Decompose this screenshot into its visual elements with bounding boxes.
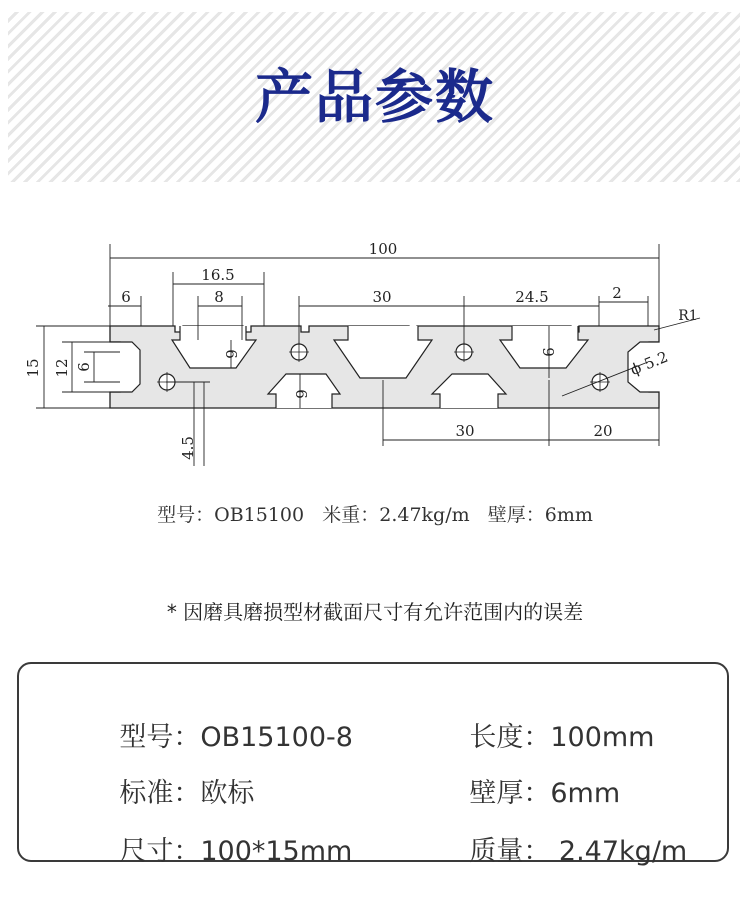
spec-model-value: OB15100-8 — [200, 722, 353, 753]
tolerance-note: * 因磨具磨损型材截面尺寸有允许范围内的误差 — [166, 600, 584, 624]
dim-30-top: 30 — [372, 288, 392, 306]
dim-r1: R1 — [678, 308, 698, 324]
spec-size-label: 尺寸： — [119, 836, 201, 867]
dim-30-bottom: 30 — [455, 422, 475, 440]
spec-size — [85, 804, 352, 900]
spec-model-label: 型号： — [119, 722, 201, 753]
spec-length-value: 100mm — [550, 722, 655, 753]
dim-24-5: 24.5 — [515, 288, 549, 306]
spec-weight-value: 2.47kg/m — [550, 836, 688, 867]
spec-length-label: 长度： — [469, 722, 551, 753]
spec-card — [17, 662, 729, 867]
dim-12: 12 — [53, 358, 71, 378]
dim-15: 15 — [24, 358, 42, 378]
dim-9: 9 — [539, 347, 557, 357]
dim-6-vertical: 6 — [75, 362, 93, 372]
profile-dimension-drawing — [0, 230, 750, 480]
dim-6-left: 6 — [121, 288, 131, 306]
dim-6-lower: 6 — [292, 389, 310, 399]
page-title: 产品参数 — [254, 63, 495, 131]
dim-4-5: 4.5 — [179, 436, 197, 460]
spec-weight — [435, 804, 687, 900]
spec-wall-value: 6mm — [550, 778, 621, 809]
model-summary-line: 型号：OB15100 米重：2.47kg/m 壁厚：6mm — [157, 504, 593, 526]
left-end-slot — [110, 342, 140, 392]
spec-wall-label: 壁厚： — [469, 778, 551, 809]
dim-2: 2 — [612, 284, 622, 302]
spec-standard-value: 欧标 — [200, 778, 255, 809]
dim-100: 100 — [368, 240, 398, 258]
dim-6-inner: 6 — [222, 349, 240, 359]
spec-size-value: 100*15mm — [200, 836, 353, 867]
dim-20: 20 — [593, 422, 613, 440]
spec-standard-label: 标准： — [119, 778, 201, 809]
spec-weight-label: 质量： — [469, 836, 551, 867]
dim-8: 8 — [214, 288, 224, 306]
dim-16-5: 16.5 — [201, 266, 235, 284]
dim-diameter-5-2: ϕ 5.2 — [627, 347, 671, 379]
